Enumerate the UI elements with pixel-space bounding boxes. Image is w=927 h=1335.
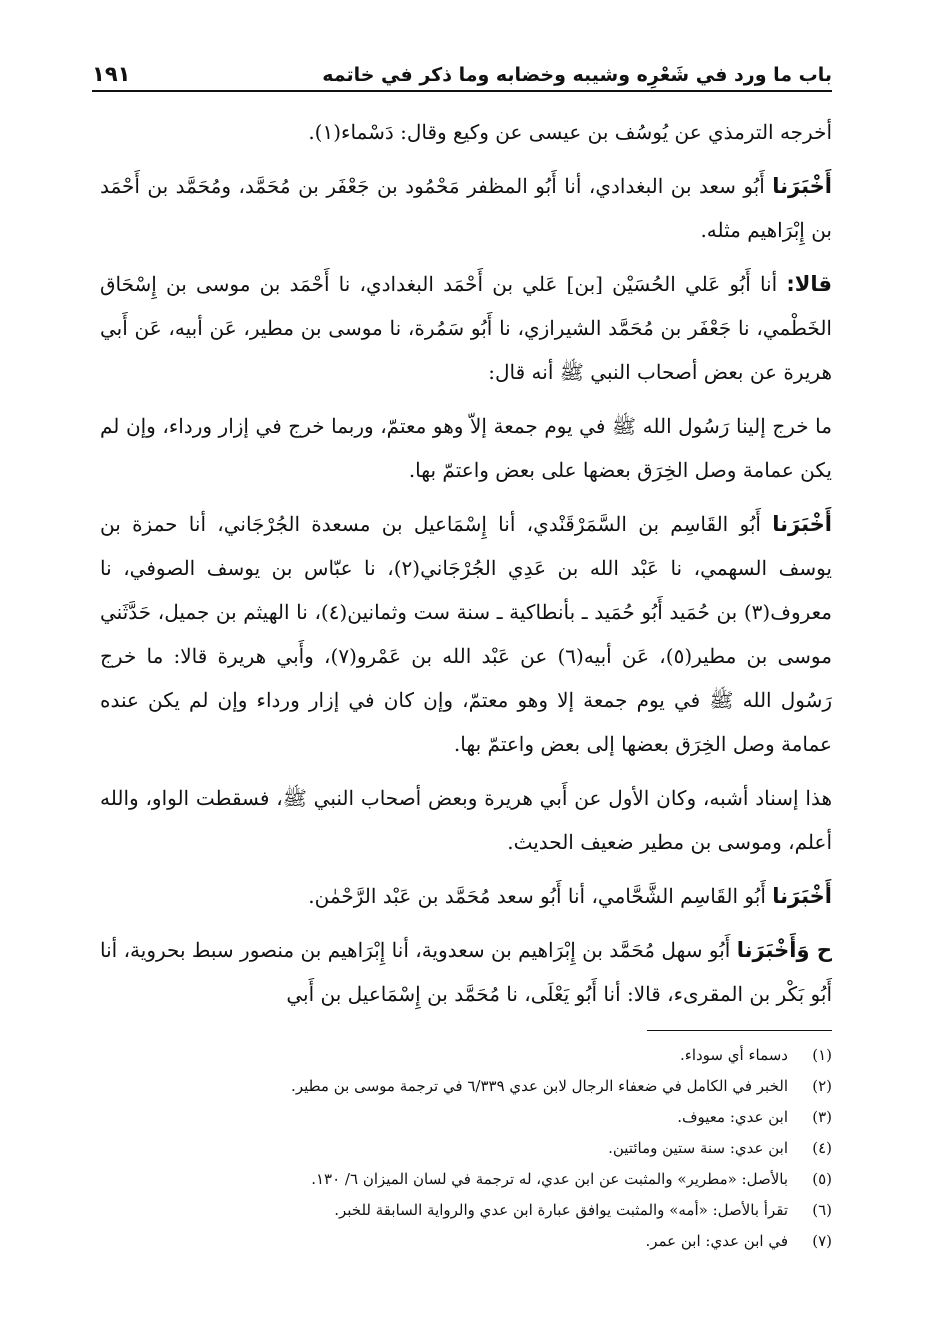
footnote-text: الخبر في الكامل في ضعفاء الرجال لابن عدي ٦/٣٣٩ في ترجمة موسى بن مطير. xyxy=(291,1077,788,1095)
footnote-number: (٦) xyxy=(812,1201,832,1219)
footnotes xyxy=(100,1040,832,1257)
page-header xyxy=(92,46,832,86)
paragraph-text: أنا أَبُو عَلي الحُسَيْن [بن] عَلي بن أَحْمَد البغدادي، نا أَحْمَد بن موسى بن إِسْحَاق الخَطْمي، نا جَعْفَر بن مُحَمَّد الشيرازي، نا أَبُو سَمُرة، نا موسى بن مطير، عَن أبيه، عَن أَبي هريرة عن بعض أصحاب النبي ﷺ أنه قال: xyxy=(100,272,832,384)
footnote-text: تقرأ بالأصل: «أمه» والمثبت يوافق عبارة ابن عدي والرواية السابقة للخبر. xyxy=(334,1201,788,1219)
paragraph xyxy=(100,164,832,252)
footnote xyxy=(100,1040,832,1071)
footnote-number: (٤) xyxy=(812,1139,832,1157)
paragraph-lead: أَخْبَرَنا xyxy=(772,512,832,536)
paragraph-lead: قالا: xyxy=(786,272,832,296)
paragraph-lead: ح وَأَخْبَرَنا xyxy=(736,938,832,962)
paragraph xyxy=(100,262,832,394)
footnote xyxy=(100,1164,832,1195)
paragraph-text: أَبُو سعد بن البغدادي، أنا أَبُو المظفر مَحْمُود بن جَعْفَر بن مُحَمَّد، ومُحَمَّد بن أَحْمَد بن إِبْرَاهيم مثله. xyxy=(100,174,832,242)
paragraph-text: أخرجه الترمذي عن يُوسُف بن عيسى عن وكيع وقال: دَسْماء(١). xyxy=(308,120,832,144)
footnote xyxy=(100,1102,832,1133)
footnote-number: (٧) xyxy=(812,1232,832,1250)
paragraph-text: أَبُو سهل مُحَمَّد بن إِبْرَاهيم بن سعدوية، أنا إِبْرَاهيم بن منصور سبط بحروية، أنا أَبُو بَكْر بن المقرىء، قالا: أنا أَبُو يَعْلَى، نا مُحَمَّد بن إِسْمَاعيل بن أَبي xyxy=(100,938,832,1006)
paragraph-lead: أَخْبَرَنا xyxy=(772,884,832,908)
paragraph xyxy=(100,110,832,154)
footnote-text: دسماء أي سوداء. xyxy=(680,1046,788,1064)
paragraph xyxy=(100,404,832,492)
footnote xyxy=(100,1195,832,1226)
paragraph-text: هذا إسناد أشبه، وكان الأول عن أَبي هريرة وبعض أصحاب النبي ﷺ، فسقطت الواو، والله أعلم، وموسى بن مطير ضعيف الحديث. xyxy=(100,786,832,854)
footnote-text: ابن عدي: معيوف. xyxy=(677,1108,788,1126)
paragraph xyxy=(100,776,832,864)
paragraph xyxy=(100,502,832,766)
footnote xyxy=(100,1071,832,1102)
paragraph xyxy=(100,928,832,1016)
paragraph-text: أَبُو القَاسِم الشَّحَّامي، أنا أَبُو سعد مُحَمَّد بن عَبْد الرَّحْمٰن. xyxy=(308,884,773,908)
paragraph-text: أَبُو القَاسِم بن السَّمَرْقَنْدي، أنا إِسْمَاعيل بن مسعدة الجُرْجَاني، أنا حمزة بن يوسف السهمي، نا عَبْد الله بن عَدِي الجُرْجَاني(٢)، نا عبّاس بن يوسف الصوفي، نا معروف(٣) بن حُمَيد أَبُو حُمَيد ـ بأنطاكية ـ سنة ست وثمانين(٤)، نا الهيثم بن جميل، حَدَّثَني موسى بن مطير(٥)، عَن أبيه(٦) عن عَبْد الله بن عَمْرو(٧)، وأَبي هريرة قالا: ما خرج رَسُول الله ﷺ في يوم جمعة إلا وهو معتمّ، وإن كان في إزار ورداء وإن لم يكن عنده عمامة وصل الخِرَق بعضها إلى بعض واعتمّ بها. xyxy=(100,512,832,756)
footnote-number: (٢) xyxy=(812,1077,832,1095)
header-rule xyxy=(92,90,832,92)
footnote xyxy=(100,1226,832,1257)
footnote-number: (١) xyxy=(812,1046,832,1064)
footnote-text: بالأصل: «مطرير» والمثبت عن ابن عدي، له ترجمة في لسان الميزان ٦/ ١٣٠. xyxy=(311,1170,788,1188)
chapter-title: باب ما ورد في شَعْرِه وشيبه وخضابه وما ذكر في خاتمه xyxy=(322,64,832,86)
footnote-number: (٣) xyxy=(812,1108,832,1126)
footnote xyxy=(100,1133,832,1164)
footnote-text: ابن عدي: سنة ستين ومائتين. xyxy=(608,1139,788,1157)
page-number: ١٩١ xyxy=(92,62,131,86)
paragraph xyxy=(100,874,832,918)
footnote-text: في ابن عدي: ابن عمر. xyxy=(645,1232,788,1250)
footnote-rule xyxy=(647,1030,832,1031)
paragraph-text: ما خرج إلينا رَسُول الله ﷺ في يوم جمعة إلاّ وهو معتمّ، وربما خرج في إزار ورداء، وإن لم يكن عمامة وصل الخِرَق بعضها على بعض واعتمّ بها. xyxy=(100,414,832,482)
main-text xyxy=(100,110,832,1026)
paragraph-lead: أَخْبَرَنا xyxy=(772,174,832,198)
footnote-number: (٥) xyxy=(812,1170,832,1188)
